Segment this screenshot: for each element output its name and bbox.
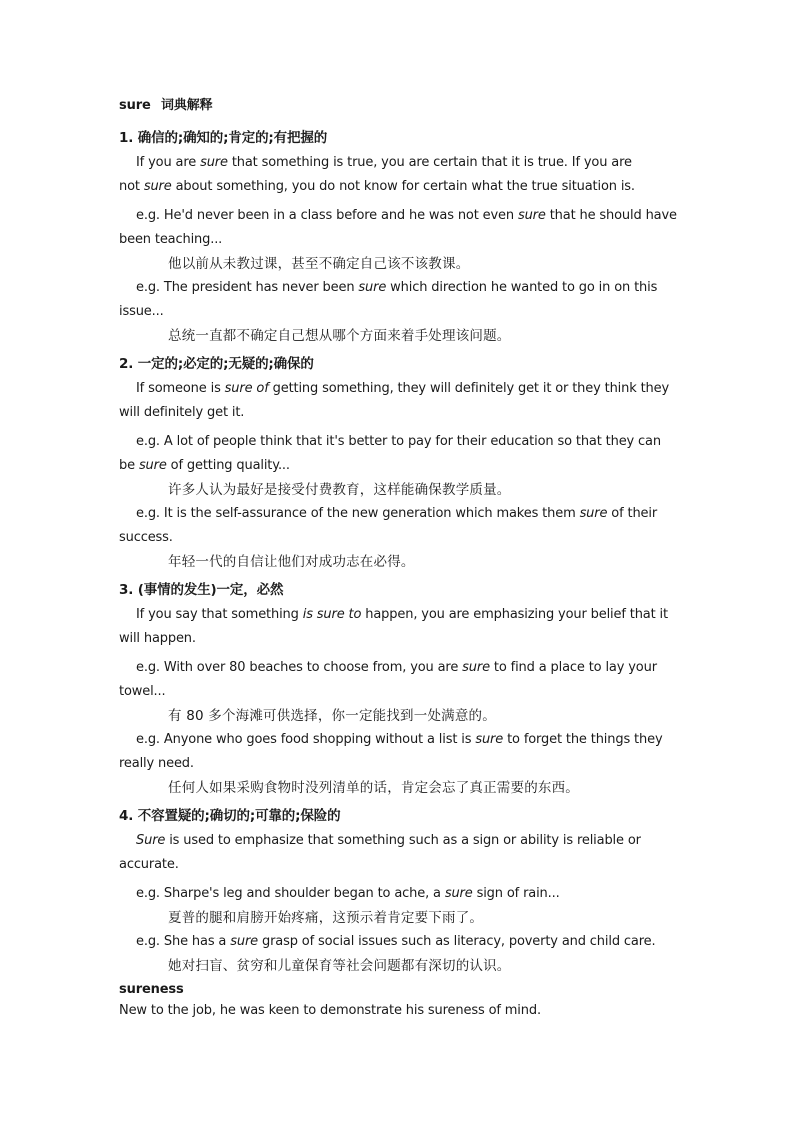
example-line: really need. [119, 756, 194, 771]
example-translation: 任何人如果采购食物时没列清单的话，肯定会忘了真正需要的东西。 [168, 780, 579, 796]
example-line: e.g. He'd never been in a class before and he was not even sure that he should have [136, 208, 677, 223]
keyword: Sure [136, 833, 166, 848]
keyword: sure [358, 280, 387, 295]
example-translation: 总统一直都不确定自己想从哪个方面来着手处理该问题。 [168, 328, 511, 344]
sense-heading: 2. 一定的;必定的;无疑的;确保的 [119, 356, 314, 372]
keyword: sure [462, 660, 490, 675]
example-line: issue... [119, 304, 164, 319]
title-label: 词典解释 [161, 98, 213, 113]
entry-title [119, 98, 212, 114]
example-translation: 有 80 多个海滩可供选择，你一定能找到一处满意的。 [168, 708, 496, 724]
example-line: e.g. It is the self-assurance of the new generation which makes them sure of their [136, 506, 658, 521]
example-translation: 夏普的腿和肩膀开始疼痛，这预示着肯定要下雨了。 [168, 910, 484, 926]
derived-example: New to the job, he was keen to demonstrate his sureness of mind. [119, 1003, 541, 1018]
example-translation: 年轻一代的自信让他们对成功志在必得。 [168, 554, 415, 570]
keyword: sure of [224, 381, 269, 396]
keyword: sure [230, 934, 258, 949]
example-line: e.g. She has a sure grasp of social issues such as literacy, poverty and child care. [136, 934, 656, 949]
derived-word: sureness [119, 982, 184, 997]
keyword: sure [579, 506, 608, 521]
keyword: sure [138, 458, 167, 473]
example-line: e.g. Sharpe's leg and shoulder began to ache, a sure sign of rain... [136, 886, 560, 901]
keyword: sure [444, 886, 473, 901]
keyword: sure [143, 179, 172, 194]
example-translation: 许多人认为最好是接受付费教育，这样能确保教学质量。 [168, 482, 511, 498]
definition-line: If someone is sure of getting something, they will definitely get it or they think they [136, 381, 670, 396]
example-translation: 她对扫盲、贫穷和儿童保育等社会问题都有深切的认识。 [168, 958, 511, 974]
definition-line: Sure is used to emphasize that something such as a sign or ability is reliable or [136, 833, 641, 848]
example-line: been teaching... [119, 232, 223, 247]
example-line: e.g. The president has never been sure which direction he wanted to go in on this [136, 280, 658, 295]
definition-line: will happen. [119, 631, 196, 646]
definition-line: If you say that something is sure to happen, you are emphasizing your belief that it [136, 607, 668, 622]
sense-heading: 4. 不容置疑的;确切的;可靠的;保险的 [119, 808, 341, 824]
headword: sure [119, 98, 151, 113]
example-line: e.g. A lot of people think that it's better to pay for their education so that they can [136, 434, 661, 449]
sense-heading: 1. 确信的;确知的;肯定的;有把握的 [119, 130, 328, 146]
definition-line: If you are sure that something is true, you are certain that it is true. If you are [136, 155, 632, 170]
example-line: towel... [119, 684, 166, 699]
keyword: sure [475, 732, 504, 747]
keyword: sure [200, 155, 228, 170]
keyword: sure [517, 208, 546, 223]
example-translation: 他以前从未教过课，甚至不确定自己该不该教课。 [168, 256, 470, 272]
example-line: success. [119, 530, 173, 545]
example-line: e.g. Anyone who goes food shopping without a list is sure to forget the things they [136, 732, 663, 747]
keyword: is sure to [302, 607, 362, 622]
definition-line: will definitely get it. [119, 405, 245, 420]
sense-heading: 3. (事情的发生)一定，必然 [119, 582, 284, 598]
definition-line: accurate. [119, 857, 179, 872]
definition-line: not sure about something, you do not know for certain what the true situation is. [119, 179, 635, 194]
example-line: e.g. With over 80 beaches to choose from, you are sure to find a place to lay your [136, 660, 657, 675]
example-line: be sure of getting quality... [119, 458, 290, 473]
